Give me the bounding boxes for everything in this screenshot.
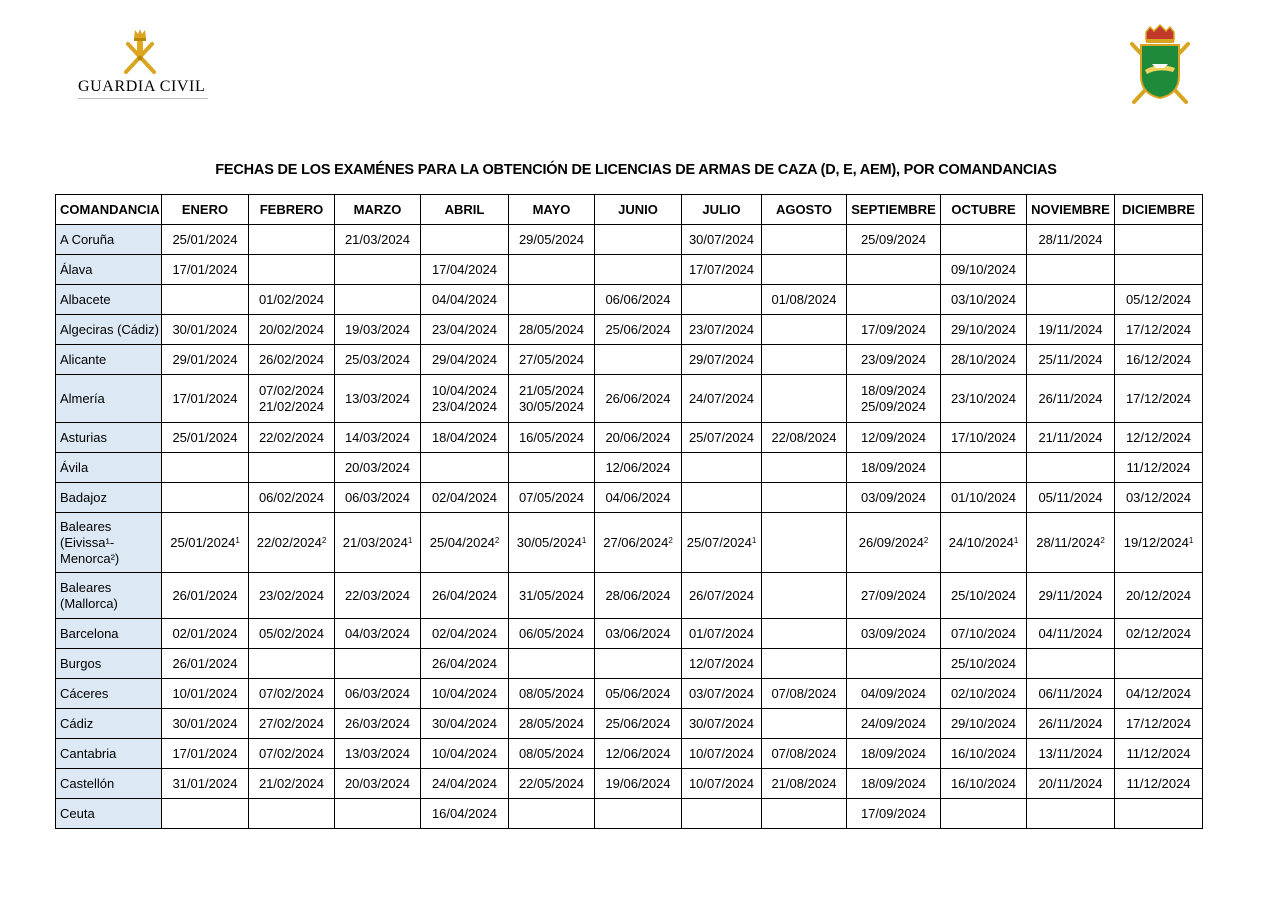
date-cell — [421, 453, 509, 483]
date-cell: 22/02/2024 — [249, 423, 335, 453]
table-row — [56, 423, 1203, 453]
date-cell — [1115, 799, 1203, 829]
date-cell: 26/07/2024 — [682, 573, 762, 619]
date-cell — [595, 649, 682, 679]
date-cell — [762, 375, 847, 423]
table-row — [56, 799, 1203, 829]
date-cell: 20/03/2024 — [335, 453, 421, 483]
date-cell: 06/11/2024 — [1027, 679, 1115, 709]
table-header-row — [56, 195, 1203, 225]
table-row — [56, 483, 1203, 513]
date-cell: 03/09/2024 — [847, 619, 941, 649]
date-cell: 20/06/2024 — [595, 423, 682, 453]
crown-swords-emblem-icon — [120, 28, 160, 74]
date-cell — [335, 799, 421, 829]
date-cell: 18/09/2024 25/09/2024 — [847, 375, 941, 423]
date-cell — [762, 619, 847, 649]
date-cell: 03/07/2024 — [682, 679, 762, 709]
comandancia-cell: Alicante — [56, 345, 162, 375]
date-cell: 29/05/2024 — [509, 225, 595, 255]
date-cell: 24/09/2024 — [847, 709, 941, 739]
date-cell: 30/01/2024 — [162, 315, 249, 345]
date-cell: 05/06/2024 — [595, 679, 682, 709]
date-cell: 28/05/2024 — [509, 709, 595, 739]
date-cell — [249, 453, 335, 483]
date-cell: 17/09/2024 — [847, 799, 941, 829]
date-cell: 06/03/2024 — [335, 679, 421, 709]
date-cell: 05/12/2024 — [1115, 285, 1203, 315]
date-cell — [335, 255, 421, 285]
table-row — [56, 225, 1203, 255]
date-cell: 12/09/2024 — [847, 423, 941, 453]
date-cell: 26/04/2024 — [421, 573, 509, 619]
date-cell: 04/11/2024 — [1027, 619, 1115, 649]
footnote-marker: 1 — [407, 535, 413, 545]
date-value: 28/11/2024 — [1036, 534, 1101, 550]
date-cell: 20/11/2024 — [1027, 769, 1115, 799]
date-cell: 25/06/2024 — [595, 315, 682, 345]
date-cell — [595, 345, 682, 375]
date-cell: 25/10/2024 — [941, 649, 1027, 679]
footnote-marker: 1 — [1013, 535, 1019, 545]
date-cell: 22/05/2024 — [509, 769, 595, 799]
date-cell — [421, 513, 509, 573]
date-cell — [595, 225, 682, 255]
date-cell: 17/07/2024 — [682, 255, 762, 285]
date-cell: 25/01/2024 — [162, 225, 249, 255]
date-cell: 25/11/2024 — [1027, 345, 1115, 375]
date-cell: 22/08/2024 — [762, 423, 847, 453]
date-cell: 07/02/2024 21/02/2024 — [249, 375, 335, 423]
date-cell: 23/10/2024 — [941, 375, 1027, 423]
date-value: 30/05/2024 — [516, 534, 582, 550]
date-cell: 23/09/2024 — [847, 345, 941, 375]
column-header: JULIO — [682, 195, 762, 225]
date-cell — [509, 513, 595, 573]
date-cell — [249, 513, 335, 573]
date-cell: 20/02/2024 — [249, 315, 335, 345]
column-header: COMANDANCIA — [56, 195, 162, 225]
date-cell: 18/04/2024 — [421, 423, 509, 453]
date-cell: 11/12/2024 — [1115, 769, 1203, 799]
date-cell: 28/10/2024 — [941, 345, 1027, 375]
page-title: FECHAS DE LOS EXAMÉNES PARA LA OBTENCIÓN DE LICENCIAS DE ARMAS DE CAZA (D, E, AEM), POR COMANDANCIAS — [215, 162, 1057, 178]
date-cell: 26/06/2024 — [595, 375, 682, 423]
date-cell: 07/08/2024 — [762, 739, 847, 769]
table-row — [56, 709, 1203, 739]
date-cell: 03/10/2024 — [941, 285, 1027, 315]
date-cell: 31/01/2024 — [162, 769, 249, 799]
date-cell: 16/10/2024 — [941, 769, 1027, 799]
date-cell: 24/07/2024 — [682, 375, 762, 423]
footnote-marker: 1 — [751, 535, 757, 545]
date-cell — [762, 573, 847, 619]
comandancia-cell: Álava — [56, 255, 162, 285]
date-cell: 04/04/2024 — [421, 285, 509, 315]
date-cell: 10/04/2024 23/04/2024 — [421, 375, 509, 423]
date-cell: 03/06/2024 — [595, 619, 682, 649]
date-cell — [249, 649, 335, 679]
date-cell: 12/06/2024 — [595, 739, 682, 769]
date-cell — [762, 799, 847, 829]
date-cell: 07/02/2024 — [249, 739, 335, 769]
date-cell — [941, 513, 1027, 573]
date-cell — [335, 285, 421, 315]
date-cell — [249, 255, 335, 285]
guardia-civil-logo — [74, 28, 208, 98]
date-cell — [762, 649, 847, 679]
column-header: FEBRERO — [249, 195, 335, 225]
date-cell — [421, 225, 509, 255]
date-cell: 18/09/2024 — [847, 769, 941, 799]
date-cell — [1027, 649, 1115, 679]
comandancia-cell: Burgos — [56, 649, 162, 679]
date-cell: 01/10/2024 — [941, 483, 1027, 513]
date-cell: 07/08/2024 — [762, 679, 847, 709]
comandancia-cell: Badajoz — [56, 483, 162, 513]
date-cell: 24/04/2024 — [421, 769, 509, 799]
comandancia-cell: Castellón — [56, 769, 162, 799]
comandancia-cell: Baleares (Eivissa¹-Menorca²) — [56, 513, 162, 573]
date-cell — [1027, 255, 1115, 285]
column-header: MAYO — [509, 195, 595, 225]
date-cell: 07/05/2024 — [509, 483, 595, 513]
date-cell: 26/04/2024 — [421, 649, 509, 679]
date-cell: 30/01/2024 — [162, 709, 249, 739]
date-cell: 04/06/2024 — [595, 483, 682, 513]
date-cell: 17/01/2024 — [162, 739, 249, 769]
comandancia-cell: Baleares (Mallorca) — [56, 573, 162, 619]
date-value: 25/01/2024 — [170, 534, 236, 550]
date-cell: 01/07/2024 — [682, 619, 762, 649]
date-cell: 10/07/2024 — [682, 769, 762, 799]
column-header: AGOSTO — [762, 195, 847, 225]
date-cell: 10/07/2024 — [682, 739, 762, 769]
date-cell — [1027, 285, 1115, 315]
date-cell: 16/04/2024 — [421, 799, 509, 829]
comandancia-cell: A Coruña — [56, 225, 162, 255]
date-cell: 17/04/2024 — [421, 255, 509, 285]
date-cell: 26/02/2024 — [249, 345, 335, 375]
date-cell: 16/05/2024 — [509, 423, 595, 453]
date-cell: 05/02/2024 — [249, 619, 335, 649]
date-cell: 18/09/2024 — [847, 453, 941, 483]
date-cell: 25/09/2024 — [847, 225, 941, 255]
date-cell: 04/12/2024 — [1115, 679, 1203, 709]
date-cell: 17/09/2024 — [847, 315, 941, 345]
date-cell: 02/12/2024 — [1115, 619, 1203, 649]
date-cell — [682, 513, 762, 573]
column-header: JUNIO — [595, 195, 682, 225]
column-header: DICIEMBRE — [1115, 195, 1203, 225]
date-cell — [762, 315, 847, 345]
date-cell: 25/10/2024 — [941, 573, 1027, 619]
date-cell — [249, 799, 335, 829]
date-cell — [162, 513, 249, 573]
footnote-marker: 1 — [1188, 535, 1194, 545]
date-cell — [509, 649, 595, 679]
date-cell: 29/04/2024 — [421, 345, 509, 375]
table-row — [56, 513, 1203, 573]
date-cell: 02/10/2024 — [941, 679, 1027, 709]
date-cell — [941, 799, 1027, 829]
date-cell: 11/12/2024 — [1115, 739, 1203, 769]
date-cell — [682, 453, 762, 483]
table-row — [56, 315, 1203, 345]
table-row — [56, 739, 1203, 769]
table-row — [56, 573, 1203, 619]
date-cell: 09/10/2024 — [941, 255, 1027, 285]
date-cell: 03/09/2024 — [847, 483, 941, 513]
date-cell: 04/03/2024 — [335, 619, 421, 649]
date-cell: 05/11/2024 — [1027, 483, 1115, 513]
column-header: ABRIL — [421, 195, 509, 225]
date-cell — [1115, 225, 1203, 255]
table-row — [56, 285, 1203, 315]
date-cell — [762, 709, 847, 739]
date-cell: 21/02/2024 — [249, 769, 335, 799]
date-cell: 23/07/2024 — [682, 315, 762, 345]
date-value: 19/12/2024 — [1123, 534, 1189, 550]
comandancia-cell: Ceuta — [56, 799, 162, 829]
date-cell — [509, 453, 595, 483]
date-cell: 19/11/2024 — [1027, 315, 1115, 345]
date-cell — [682, 483, 762, 513]
date-cell — [762, 453, 847, 483]
date-cell: 10/04/2024 — [421, 739, 509, 769]
date-cell — [509, 799, 595, 829]
date-cell: 06/05/2024 — [509, 619, 595, 649]
footnote-marker: 2 — [1100, 535, 1105, 545]
date-cell: 06/03/2024 — [335, 483, 421, 513]
date-cell — [595, 513, 682, 573]
date-cell: 28/06/2024 — [595, 573, 682, 619]
date-cell: 17/12/2024 — [1115, 375, 1203, 423]
date-cell: 25/03/2024 — [335, 345, 421, 375]
date-cell: 12/06/2024 — [595, 453, 682, 483]
date-cell: 27/05/2024 — [509, 345, 595, 375]
date-cell: 08/05/2024 — [509, 739, 595, 769]
footnote-marker: 2 — [923, 535, 929, 545]
date-cell: 11/12/2024 — [1115, 453, 1203, 483]
footnote-marker: 2 — [321, 535, 327, 545]
date-value: 27/06/2024 — [603, 534, 669, 550]
date-cell: 17/01/2024 — [162, 255, 249, 285]
date-cell: 29/10/2024 — [941, 709, 1027, 739]
date-cell — [162, 799, 249, 829]
table-row — [56, 649, 1203, 679]
date-cell: 16/12/2024 — [1115, 345, 1203, 375]
date-cell: 01/08/2024 — [762, 285, 847, 315]
date-cell — [762, 513, 847, 573]
date-cell — [682, 285, 762, 315]
date-cell — [162, 483, 249, 513]
date-cell: 25/06/2024 — [595, 709, 682, 739]
exam-dates-table — [55, 194, 1203, 829]
date-cell: 12/12/2024 — [1115, 423, 1203, 453]
date-cell — [762, 255, 847, 285]
date-cell — [595, 799, 682, 829]
date-cell — [1115, 513, 1203, 573]
date-cell — [847, 255, 941, 285]
comandancia-cell: Asturias — [56, 423, 162, 453]
date-cell — [847, 649, 941, 679]
date-value: 25/07/2024 — [686, 534, 752, 550]
date-cell: 26/11/2024 — [1027, 709, 1115, 739]
date-value: 22/02/2024 — [256, 534, 322, 550]
date-cell — [595, 255, 682, 285]
comandancia-cell: Cáceres — [56, 679, 162, 709]
date-cell: 17/10/2024 — [941, 423, 1027, 453]
date-cell — [762, 225, 847, 255]
date-cell: 28/05/2024 — [509, 315, 595, 345]
date-cell — [1027, 799, 1115, 829]
date-value: 26/09/2024 — [858, 534, 924, 550]
date-cell — [847, 285, 941, 315]
date-cell: 21/11/2024 — [1027, 423, 1115, 453]
date-cell — [335, 513, 421, 573]
date-cell: 01/02/2024 — [249, 285, 335, 315]
date-cell — [509, 255, 595, 285]
date-cell — [762, 345, 847, 375]
comandancia-cell: Algeciras (Cádiz) — [56, 315, 162, 345]
date-cell: 03/12/2024 — [1115, 483, 1203, 513]
date-cell: 23/02/2024 — [249, 573, 335, 619]
date-cell: 17/12/2024 — [1115, 315, 1203, 345]
date-cell: 31/05/2024 — [509, 573, 595, 619]
comandancia-cell: Ávila — [56, 453, 162, 483]
comandancia-cell: Albacete — [56, 285, 162, 315]
date-cell — [682, 799, 762, 829]
date-cell — [1027, 513, 1115, 573]
date-cell: 14/03/2024 — [335, 423, 421, 453]
date-cell — [162, 285, 249, 315]
table-row — [56, 255, 1203, 285]
date-cell — [941, 453, 1027, 483]
date-cell — [1115, 255, 1203, 285]
date-cell: 13/11/2024 — [1027, 739, 1115, 769]
date-cell: 04/09/2024 — [847, 679, 941, 709]
date-cell: 25/07/2024 — [682, 423, 762, 453]
table-row — [56, 453, 1203, 483]
brand-name: GUARDIA CIVIL — [78, 78, 208, 99]
date-cell: 29/07/2024 — [682, 345, 762, 375]
column-header: NOVIEMBRE — [1027, 195, 1115, 225]
column-header: MARZO — [335, 195, 421, 225]
date-cell: 27/02/2024 — [249, 709, 335, 739]
date-cell — [1027, 453, 1115, 483]
date-cell: 02/04/2024 — [421, 483, 509, 513]
date-cell: 22/03/2024 — [335, 573, 421, 619]
date-cell — [249, 225, 335, 255]
date-cell: 16/10/2024 — [941, 739, 1027, 769]
date-cell — [847, 513, 941, 573]
date-cell: 21/05/2024 30/05/2024 — [509, 375, 595, 423]
date-cell: 17/12/2024 — [1115, 709, 1203, 739]
footnote-marker: 2 — [668, 535, 673, 545]
date-cell: 17/01/2024 — [162, 375, 249, 423]
footnote-marker: 2 — [494, 535, 500, 545]
date-cell: 10/01/2024 — [162, 679, 249, 709]
date-cell: 07/02/2024 — [249, 679, 335, 709]
table-row — [56, 375, 1203, 423]
footnote-marker: 1 — [235, 535, 240, 545]
date-cell: 26/01/2024 — [162, 573, 249, 619]
date-cell — [162, 453, 249, 483]
date-cell: 19/03/2024 — [335, 315, 421, 345]
date-cell: 19/06/2024 — [595, 769, 682, 799]
date-cell: 26/03/2024 — [335, 709, 421, 739]
comandancia-cell: Cantabria — [56, 739, 162, 769]
date-cell: 07/10/2024 — [941, 619, 1027, 649]
date-cell — [762, 483, 847, 513]
date-cell: 12/07/2024 — [682, 649, 762, 679]
date-cell: 29/10/2024 — [941, 315, 1027, 345]
date-cell: 25/01/2024 — [162, 423, 249, 453]
date-cell: 02/01/2024 — [162, 619, 249, 649]
table-row — [56, 769, 1203, 799]
date-cell: 20/03/2024 — [335, 769, 421, 799]
date-cell: 23/04/2024 — [421, 315, 509, 345]
date-value: 25/04/2024 — [429, 534, 495, 550]
date-cell: 29/11/2024 — [1027, 573, 1115, 619]
date-cell: 08/05/2024 — [509, 679, 595, 709]
date-cell: 02/04/2024 — [421, 619, 509, 649]
date-cell — [509, 285, 595, 315]
date-value: 21/03/2024 — [342, 534, 408, 550]
table-row — [56, 619, 1203, 649]
comandancia-cell: Cádiz — [56, 709, 162, 739]
date-cell: 29/01/2024 — [162, 345, 249, 375]
date-cell: 18/09/2024 — [847, 739, 941, 769]
date-cell: 20/12/2024 — [1115, 573, 1203, 619]
footnote-marker: 1 — [581, 535, 587, 545]
date-cell: 30/07/2024 — [682, 709, 762, 739]
table-row — [56, 679, 1203, 709]
date-cell: 30/07/2024 — [682, 225, 762, 255]
comandancia-cell: Barcelona — [56, 619, 162, 649]
date-value: 24/10/2024 — [948, 534, 1014, 550]
date-cell: 13/03/2024 — [335, 739, 421, 769]
date-cell: 21/08/2024 — [762, 769, 847, 799]
table-row — [56, 345, 1203, 375]
date-cell — [1115, 649, 1203, 679]
date-cell — [335, 649, 421, 679]
date-cell: 10/04/2024 — [421, 679, 509, 709]
comandancia-cell: Almería — [56, 375, 162, 423]
date-cell: 28/11/2024 — [1027, 225, 1115, 255]
date-cell: 06/06/2024 — [595, 285, 682, 315]
date-cell — [941, 225, 1027, 255]
column-header: OCTUBRE — [941, 195, 1027, 225]
date-cell: 21/03/2024 — [335, 225, 421, 255]
crest-shield-icon — [1128, 24, 1192, 106]
date-cell: 13/03/2024 — [335, 375, 421, 423]
date-cell: 27/09/2024 — [847, 573, 941, 619]
date-cell: 26/01/2024 — [162, 649, 249, 679]
column-header: ENERO — [162, 195, 249, 225]
date-cell: 30/04/2024 — [421, 709, 509, 739]
date-cell: 26/11/2024 — [1027, 375, 1115, 423]
column-header: SEPTIEMBRE — [847, 195, 941, 225]
date-cell: 06/02/2024 — [249, 483, 335, 513]
